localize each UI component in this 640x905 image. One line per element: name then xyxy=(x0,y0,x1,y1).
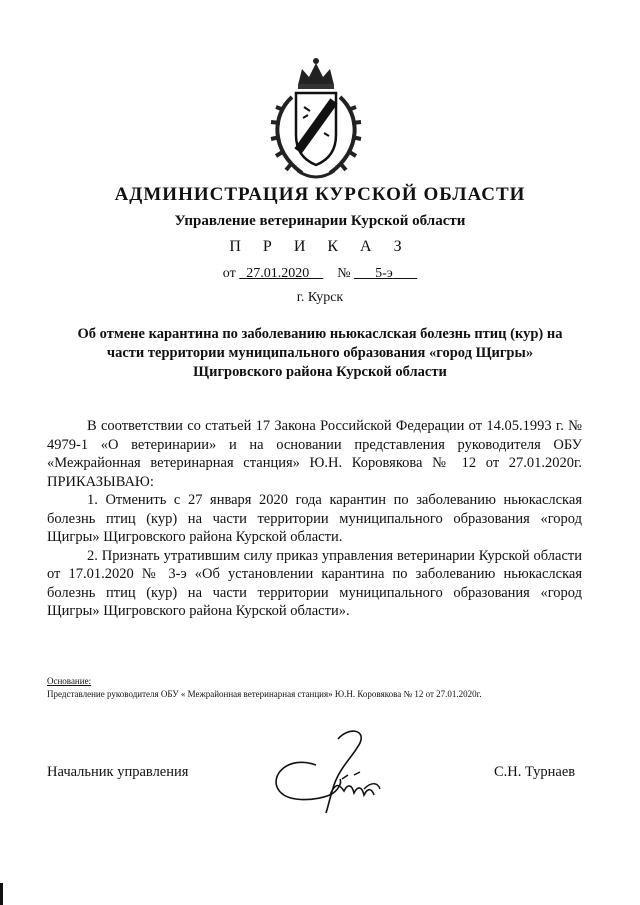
title-line: Щигровского района Курской области xyxy=(193,364,447,380)
date-prefix: от xyxy=(222,266,236,281)
document-body xyxy=(47,417,582,621)
document-date: 27.01.2020 xyxy=(246,266,310,281)
coat-of-arms-icon xyxy=(262,55,370,185)
basis-label: Основание: xyxy=(47,676,92,686)
signer-name: С.Н. Турнаев xyxy=(494,764,576,780)
signer-position: Начальник управления xyxy=(47,764,189,780)
number-prefix: № xyxy=(337,266,351,281)
basis-text: Представление руководителя ОБУ « Межрайонная ветеринарная станция» Ю.Н. Коровякова № 12 от 27.01.2020г. xyxy=(47,689,482,699)
title-line: части территории муниципального образования «город Щигры» xyxy=(106,345,534,361)
department-name: Управление ветеринарии Курской области xyxy=(174,213,466,229)
body-paragraph: 1. Отменить с 27 января 2020 года карантин по заболеванию ньюкаслская болезнь птиц (кур) на части территории муниципального образования «город Щигры» Щигровского района Курской области. xyxy=(47,492,582,545)
scan-edge-mark xyxy=(0,883,3,905)
handwritten-signature-icon xyxy=(268,725,398,820)
title-line: Об отмене карантина по заболеванию ньюкаслская болезнь птиц (кур) на xyxy=(77,326,563,342)
document-title xyxy=(60,325,580,382)
city: г. Курск xyxy=(296,290,344,305)
date-number-line xyxy=(0,266,640,282)
document-number: 5-э xyxy=(375,266,393,281)
document-type: П Р И К А З xyxy=(229,238,411,255)
body-paragraph: В соответствии со статьей 17 Закона Российской Федерации от 14.05.1993 г. № 4979-1 «О ветеринарии» и на основании представления руководителя ОБУ «Межрайонная ветеринарная станция» Ю.Н. Коровякова № 12 от 27.01.2020г. ПРИКАЗЫВАЮ: xyxy=(47,418,582,490)
organization-name: АДМИНИСТРАЦИЯ КУРСКОЙ ОБЛАСТИ xyxy=(114,184,526,205)
body-paragraph: 2. Признать утратившим силу приказ управления ветеринарии Курской области от 17.01.2020 № 3-э «Об установлении карантина по заболеванию ньюкаслская болезнь птиц (кур) на части территории муниципального образования «город Щигры» Щигровского района Курской области». xyxy=(47,547,582,619)
basis-note xyxy=(47,675,482,701)
